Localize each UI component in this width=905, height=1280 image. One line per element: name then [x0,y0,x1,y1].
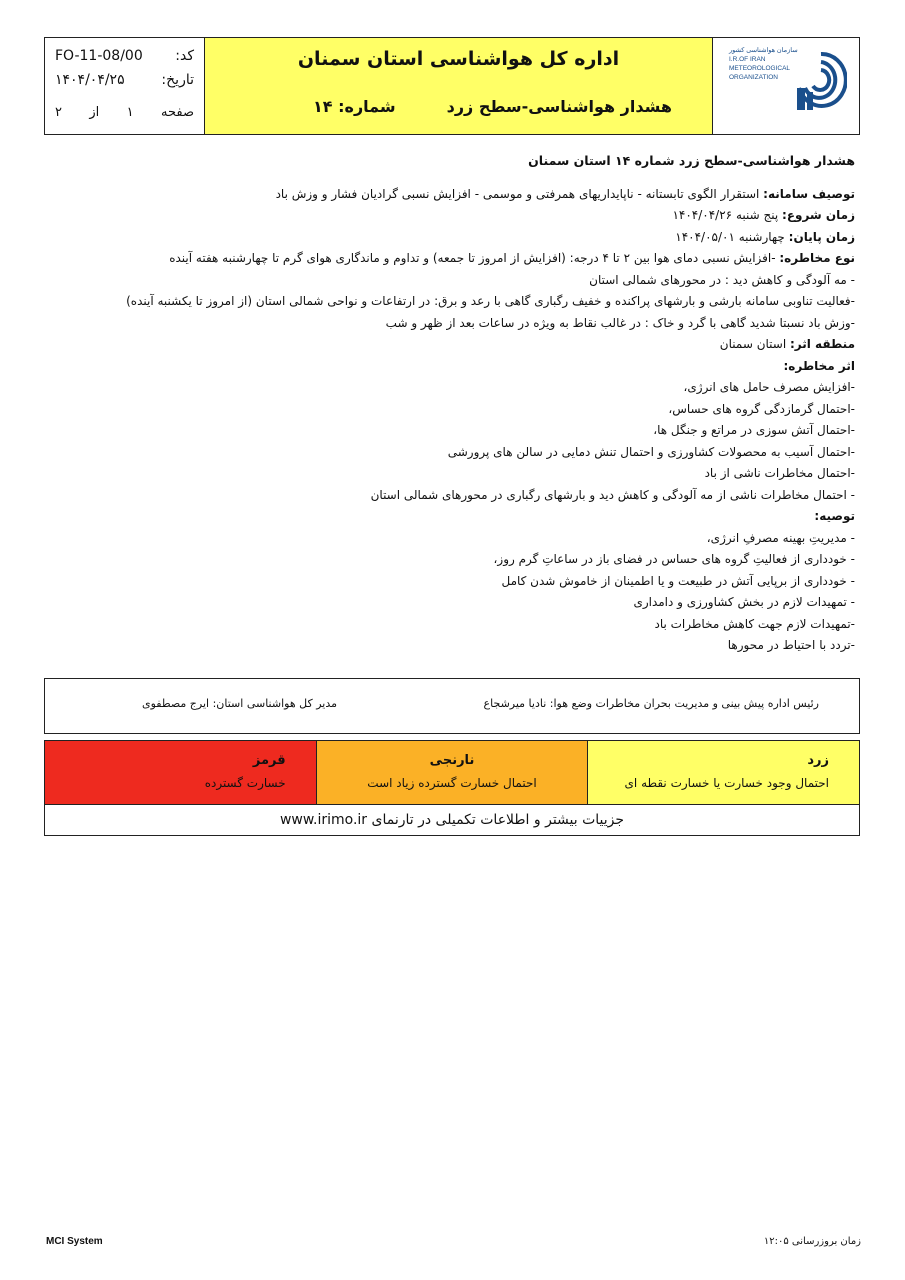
end-time-label: زمان پایان: [788,229,855,244]
start-time [45,205,855,227]
affected-area-label: منطقه اثر: [790,337,855,351]
org-title: اداره کل هواشناسی استان سمنان [297,48,620,70]
code-label: کد: [175,48,194,64]
start-time-label: زمان شروع: [782,208,855,222]
hazard-type-label: نوع مخاطره: [779,251,855,265]
spacer [45,172,855,184]
legend-cells [45,741,859,805]
page-of: از [89,105,100,120]
date-row [55,68,194,92]
effect-item: -احتمال آتش سوزی در مراتع و جنگل ها، [653,423,855,437]
page-total: ۲ [55,105,63,120]
signature-box [44,678,860,734]
update-time: زمان بروزرسانی ۱۲:۰۵ [763,1236,861,1247]
system-name: MCI System [46,1236,103,1247]
recommend-item: -تمهیدات لازم جهت کاهش مخاطرات باد [654,616,855,631]
effect-item: - احتمال مخاطرات ناشی از مه آلودگی و کاهش دید و بارشهای رگباری در محورهای شمالی استان [370,487,855,502]
header-title-box [205,38,713,134]
date-value: ۱۴۰۴/۰۴/۲۵ [55,72,125,88]
recommend-item: - خودداری از برپایی آتش در طبیعت و یا اطمینان از خاموش شدن کامل [501,573,855,588]
header-logo-box [713,38,859,134]
doc-title: هشدار هواشناسی-سطح زرد شماره ۱۴ استان سمنان [528,153,855,168]
legend-red [45,741,317,804]
recommend-title-text: توصیه: [814,509,855,523]
recommend-title [45,506,855,528]
affected-area-text: استان سمنان [719,337,790,351]
legend-orange-title: نارنجی [429,753,475,768]
website-note[interactable]: جزییات بیشتر و اطلاعات تکمیلی در تارنمای www.irimo.ir [279,812,625,828]
effect-item: -احتمال مخاطرات ناشی از باد [704,466,855,480]
system-description-label: توصیف سامانه: [763,186,855,201]
warning-level-legend [44,740,860,836]
legend-orange [317,741,589,804]
hazard-line: -فعالیت تناوبی سامانه بارشی و بارشهای پراکنده و خفیف رگباری گاهی با رعد و برق: در ارتفاعات و نواحی شمالی استان (از امروز تا یکشنبه آینده) [126,294,855,308]
header-meta-box [45,38,205,134]
recommend-item: - تمهیدات لازم در بخش کشاورزی و دامداری [633,595,855,609]
page-row [55,105,194,120]
logo-line: METEOROLOGICAL [729,65,791,72]
legend-orange-desc: احتمال خسارت گسترده زیاد است [367,776,537,790]
code-row [55,44,194,68]
logo-line: I.R.OF IRAN [729,56,766,63]
effect-item: -احتمال آسیب به محصولات کشاورزی و احتمال تنش دمایی در سالن های پرورشی [447,444,855,459]
warning-number: شماره: ۱۴ [313,97,396,116]
hazard-line: - مه آلودگی و کاهش دید : در محورهای شمالی استان [589,272,855,287]
effects-title-text: اثر مخاطره: [783,358,855,373]
legend-yellow-title: زرد [807,753,830,768]
code-value: FO-11-08/00 [55,48,143,64]
date-label: تاریخ: [161,72,194,88]
chief-signature: رئیس اداره پیش بینی و مدیریت بحران مخاطرات وضع هوا: نادیا میرشجاع [483,697,819,710]
effects-title [45,356,855,378]
system-description-text: استقرار الگوی تابستانه - ناپایداریهای همرفتی و موسمی - افزایش نسبی گرادیان فشار و وزش باد [275,186,764,201]
logo-line: ORGANIZATION [729,74,778,81]
meteorological-org-logo-icon [795,48,847,112]
hazard-type [45,248,855,270]
effect-item: -افزایش مصرف حامل های انرژی، [683,380,855,394]
end-time [45,227,855,249]
recommend-item: - مدیریتِ بهینه مصرفِ انرژی، [706,530,855,545]
page-current: ۱ [126,105,134,120]
start-time-text: پنج شنبه ۱۴۰۴/۰۴/۲۶ [672,208,783,222]
document-header [44,37,860,135]
logo-line: سازمان هواشناسی کشور [729,47,798,54]
legend-yellow [588,741,859,804]
page-label: صفحه [161,105,194,120]
warning-title: هشدار هواشناسی-سطح زرد [446,97,672,116]
recommend-item: -تردد با احتیاط در محورها [727,638,855,652]
warning-body [45,150,855,657]
hazard-line: -وزش باد نسبتا شدید گاهی با گرد و خاک : در غالب نقاط به ویژه در ساعات بعد از ظهر و شب [385,315,855,330]
system-description [45,184,855,206]
end-time-text: چهارشنبه ۱۴۰۴/۰۵/۰۱ [675,229,789,244]
legend-yellow-desc: احتمال وجود خسارت یا خسارت نقطه ای [624,776,830,790]
director-signature: مدیر کل هواشناسی استان: ایرج مصطفوی [142,697,337,710]
legend-red-desc: خسارت گسترده [204,776,286,790]
hazard-type-text: -افزایش نسبی دمای هوا بین ۲ تا ۴ درجه: (افزایش از امروز تا جمعه) و تداوم و ماندگاری هوای گرم تا چهارشنبه هفته آینده [169,251,780,265]
legend-red-title: قرمز [252,753,286,768]
recommend-item: - خودداری از فعالیتِ گروه های حساس در فضای باز در ساعاتِ گرم روز، [493,552,855,566]
logo-text [729,46,798,82]
affected-area [45,334,855,356]
effect-item: -احتمال گرمازدگی گروه های حساس، [668,401,855,416]
